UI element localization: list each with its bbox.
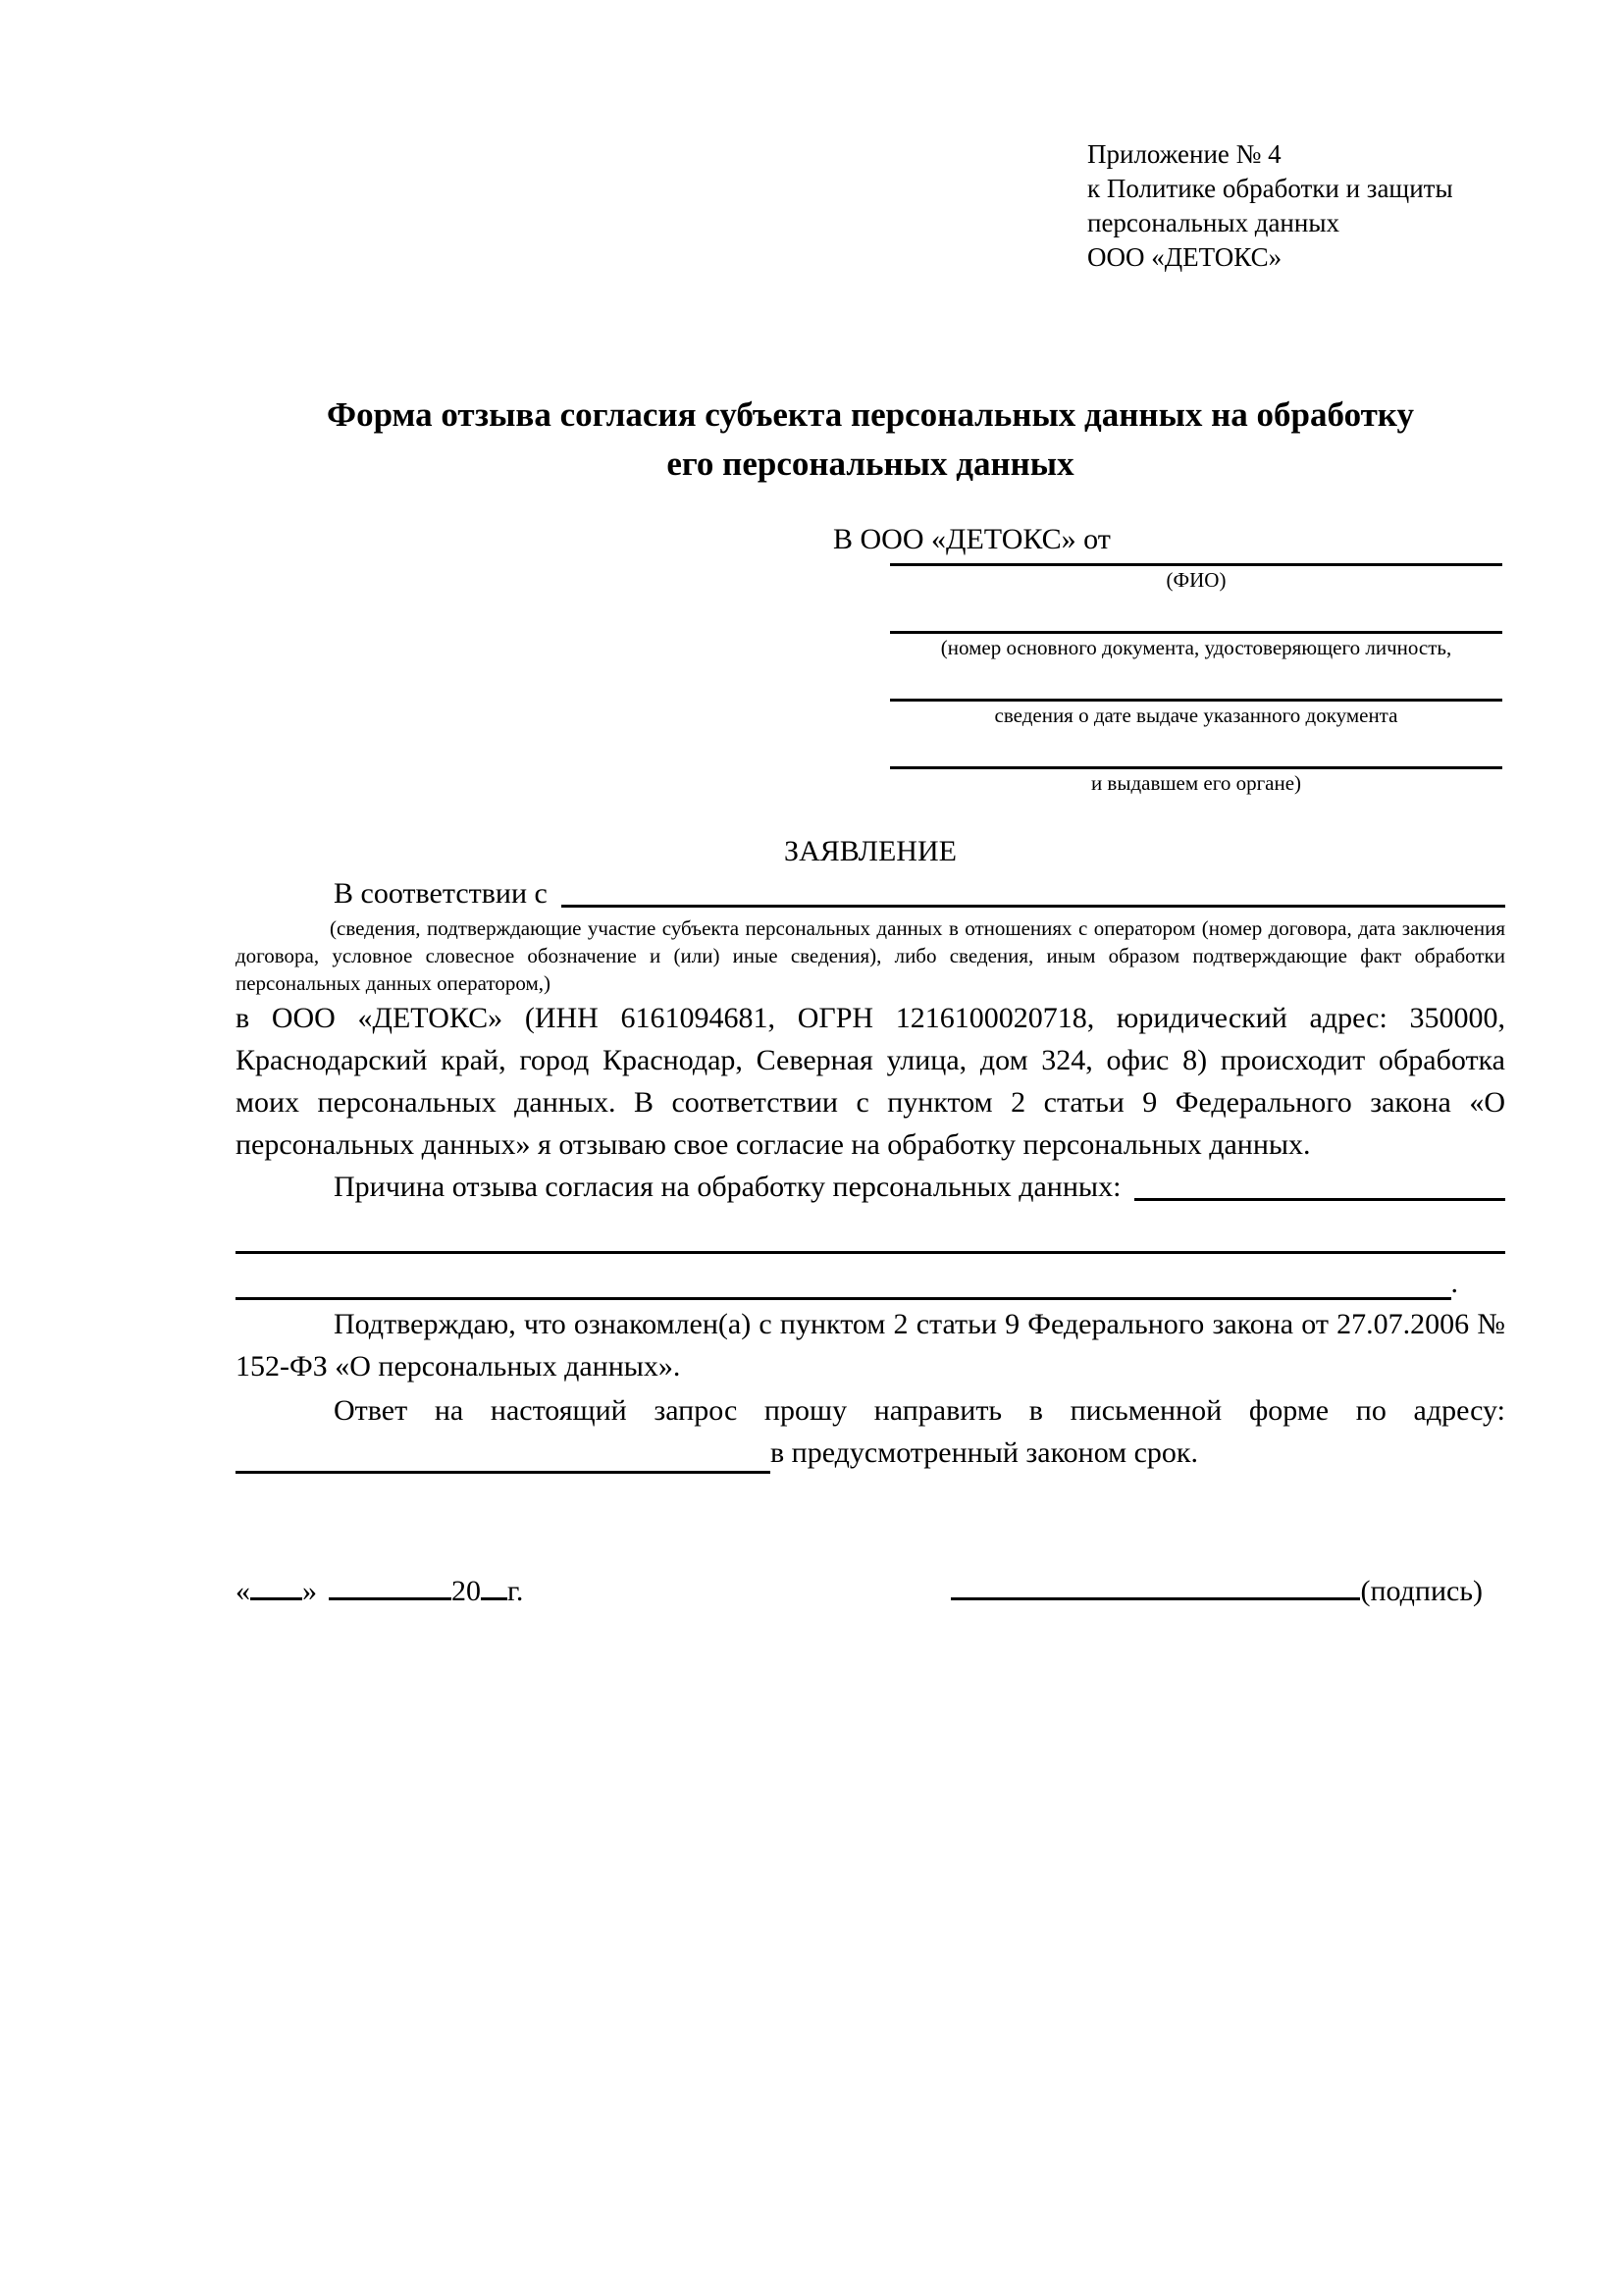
signature-group [951, 1568, 1483, 1612]
id-document-caption: (номер основного документа, удостоверяющего личность, [940, 636, 1452, 659]
signature-caption: (подпись) [1360, 1575, 1483, 1607]
in-accordance-blank-line [561, 905, 1505, 908]
fio-blank-line [890, 559, 1502, 566]
statement-heading: ЗАЯВЛЕНИЕ [784, 835, 957, 867]
month-blank-line [329, 1568, 451, 1600]
year-suffix: г. [507, 1575, 524, 1607]
year-blank-line [481, 1568, 507, 1600]
legal-basis-note: (сведения, подтверждающие участие субъекта персональных данных в отношениях с оператором (номер договора, дата заключения договора, условное словесное обозначение и (или) иные сведения), либо сведения, иным образом подтверждающие факт обработки персональных данных оператором,) [236, 916, 1505, 995]
date-signature-row [236, 1568, 1505, 1612]
year-prefix: 20 [451, 1575, 481, 1607]
issue-date-caption: сведения о дате выдаче указанного документа [994, 704, 1398, 727]
reason-label: Причина отзыва согласия на обработку персональных данных: [334, 1171, 1122, 1203]
in-accordance-row [236, 872, 1505, 914]
signature-blank-line [951, 1568, 1360, 1600]
addressee-block [833, 520, 1505, 797]
title-line-1: Форма отзыва согласия субъекта персональных данных на обработку [327, 395, 1414, 434]
processing-paragraph: в ООО «ДЕТОКС» (ИНН 6161094681, ОГРН 1216100020718, юридический адрес: 350000, Краснодарский край, город Краснодар, Северная улица, дом 324, офис 8) происходит обработка моих персональных данных. В соответствии с пунктом 2 статьи 9 Федерального закона «О персональных данных» я отзываю свое согласие на обработку персональных данных. [236, 1002, 1505, 1161]
issuing-authority-blank-line [890, 729, 1502, 769]
addressee-to-line: В ООО «ДЕТОКС» от [833, 523, 1111, 555]
reply-address-blank-line [236, 1435, 770, 1474]
appendix-line-3: персональных данных [1087, 208, 1339, 237]
appendix-line-1: Приложение № 4 [1087, 139, 1282, 169]
confirmation-paragraph: Подтверждаю, что ознакомлен(а) с пунктом 2 статьи 9 Федерального закона от 27.07.2006 № 152-ФЗ «О персональных данных». [236, 1308, 1505, 1383]
reason-blank-line-3-row [236, 1254, 1505, 1300]
reason-blank-line-1 [1134, 1198, 1505, 1201]
appendix-line-4: ООО «ДЕТОКС» [1087, 242, 1283, 272]
issue-date-blank-line [890, 661, 1502, 702]
reply-request-line: Ответ на настоящий запрос прошу направить в письменной форме по адресу: [334, 1394, 1505, 1427]
issuing-authority-caption: и выдавшем его органе) [1090, 771, 1302, 795]
fio-caption: (ФИО) [1166, 568, 1227, 592]
document-title [236, 391, 1505, 489]
close-quote: » [302, 1575, 317, 1607]
appendix-line-2: к Политике обработки и защиты [1087, 174, 1453, 203]
reason-period: . [1450, 1267, 1458, 1299]
reason-blank-line-2 [236, 1208, 1505, 1254]
id-document-blank-line [890, 594, 1502, 634]
title-line-2: его персональных данных [666, 444, 1074, 483]
appendix-block [1087, 137, 1505, 275]
reply-tail: в предусмотренный законом срок. [770, 1436, 1198, 1469]
open-quote: « [236, 1575, 250, 1607]
day-blank-line [250, 1568, 302, 1600]
in-accordance-label: В соответствии с [334, 877, 548, 910]
reply-address-row [236, 1432, 1505, 1474]
reason-row [236, 1166, 1505, 1208]
date-group [236, 1568, 523, 1612]
reason-blank-line-3 [236, 1254, 1451, 1300]
